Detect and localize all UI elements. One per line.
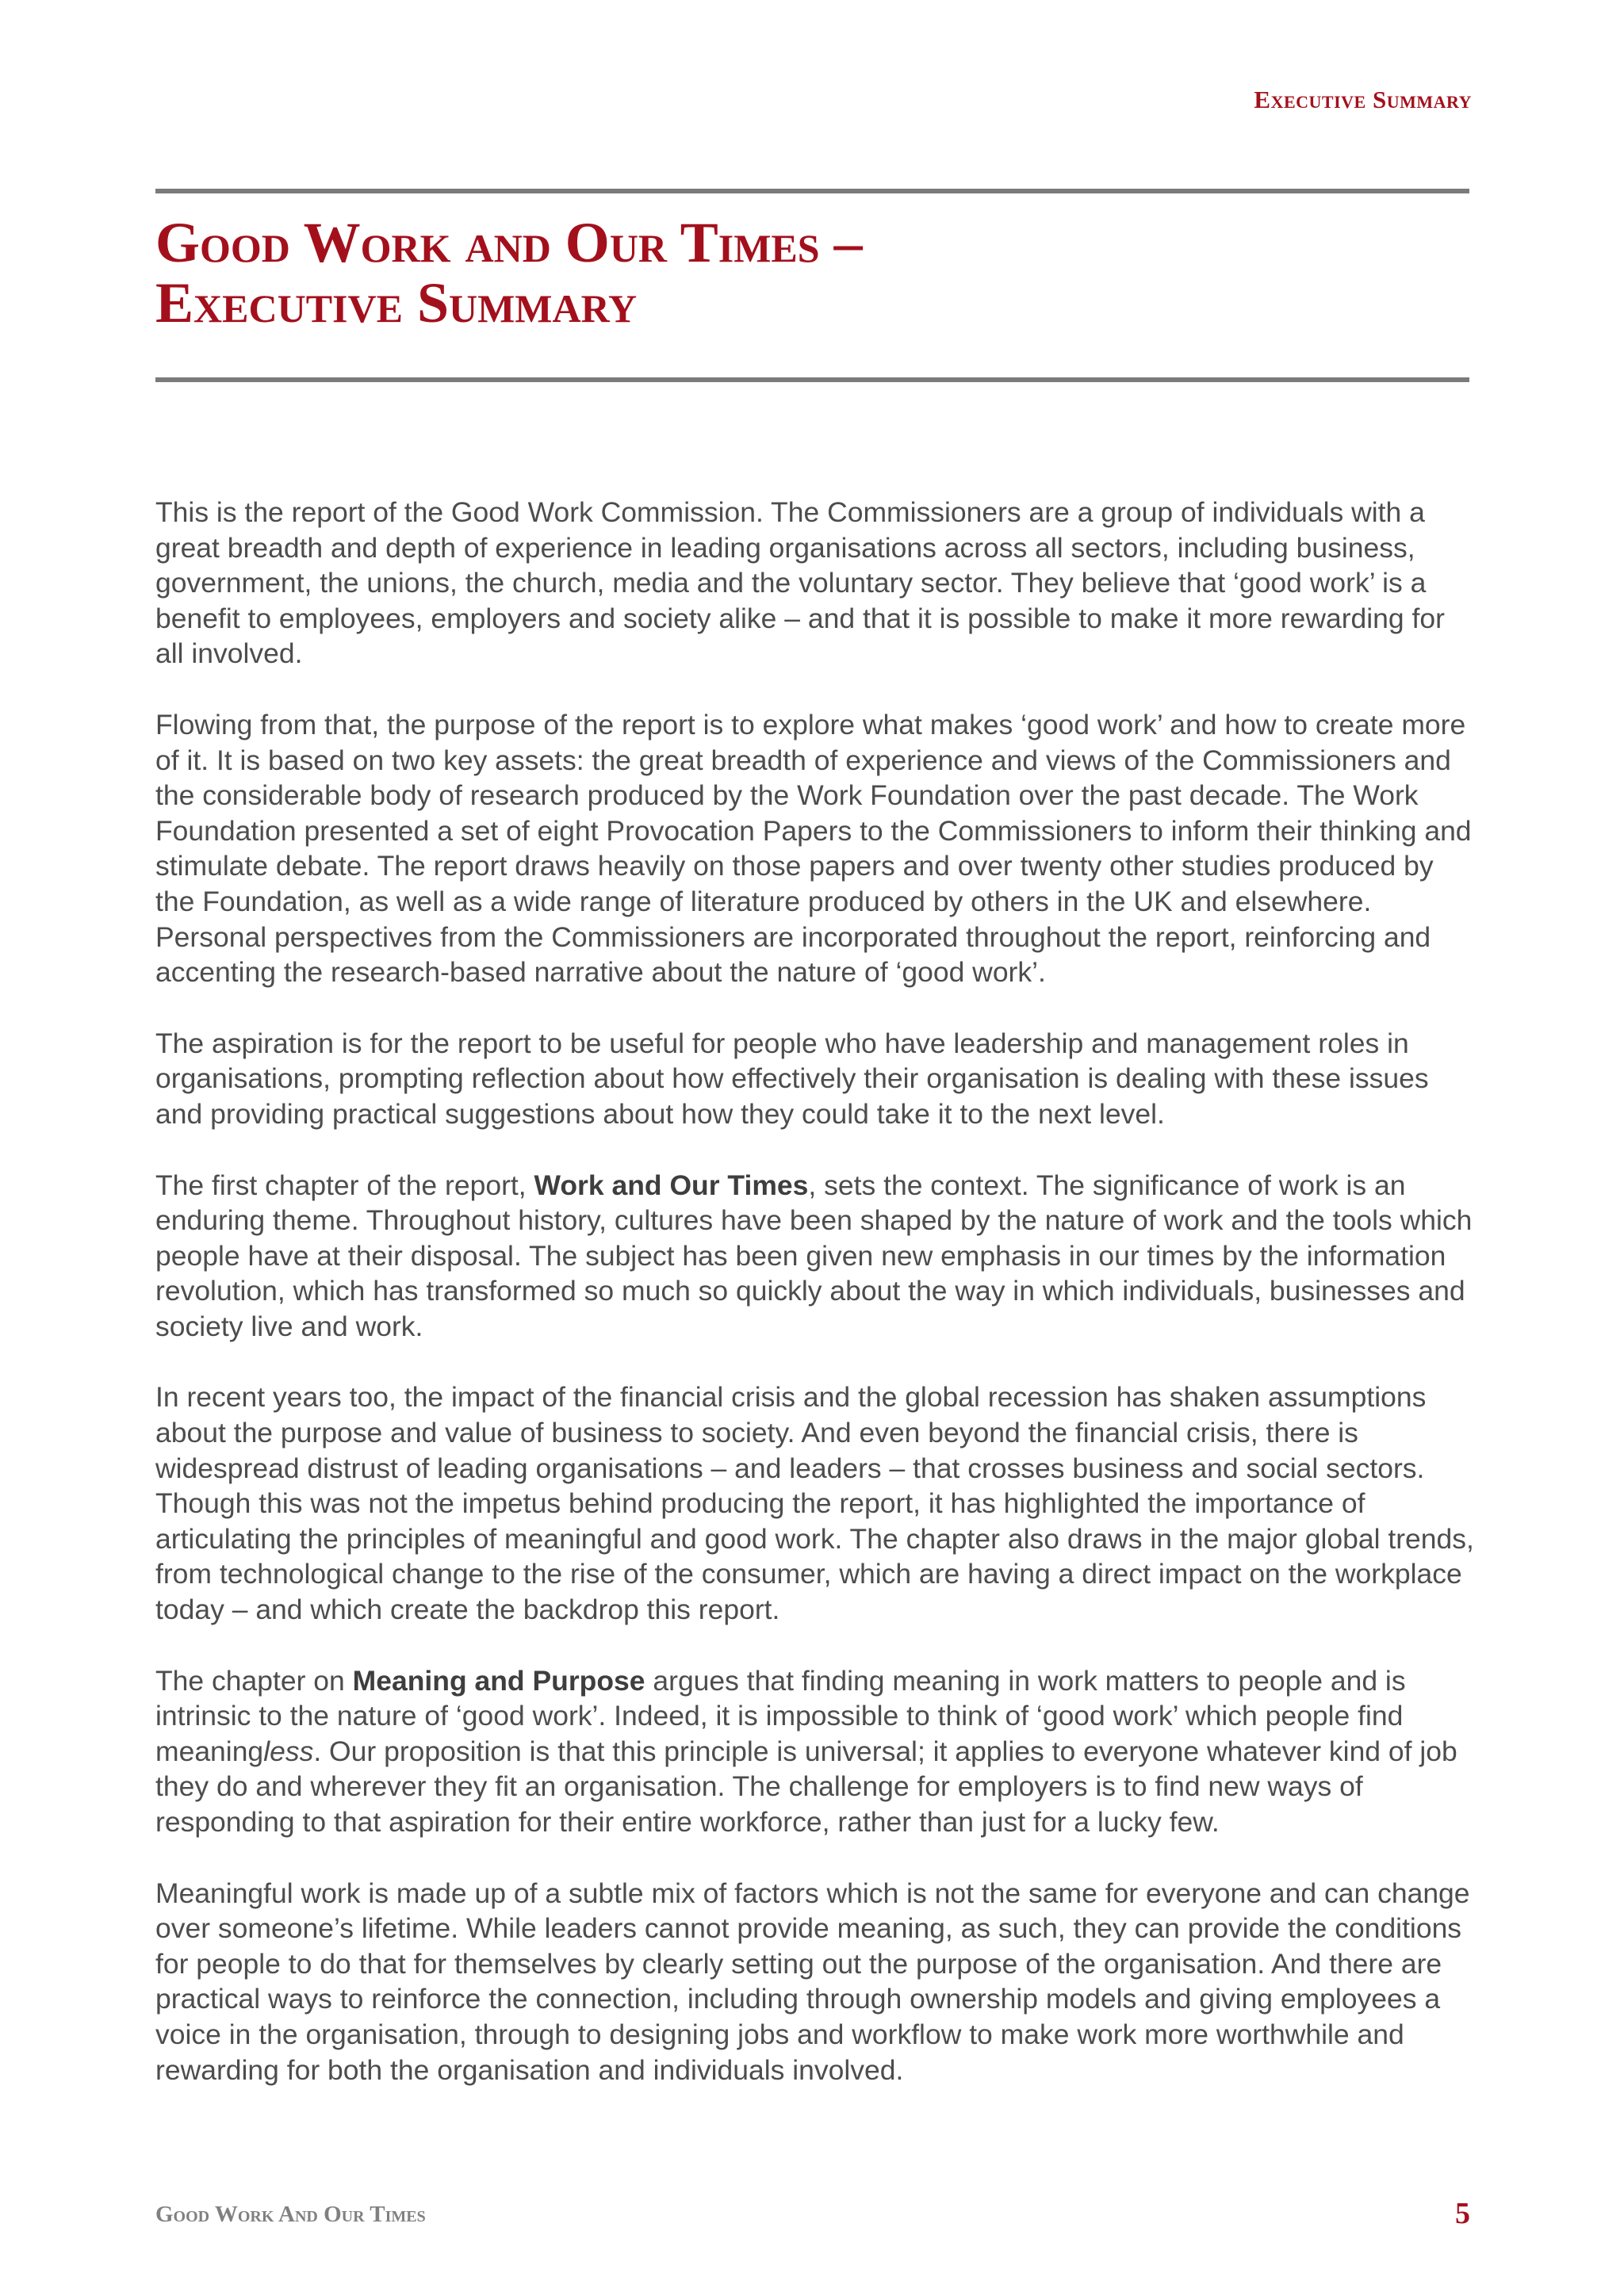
body-text: [155, 495, 1476, 2123]
title-bottom-rule: [155, 377, 1469, 382]
page-title-line-2: Executive Summary: [155, 271, 638, 335]
paragraph-6-text-start: The chapter on: [155, 1664, 353, 1697]
chapter-name-meaning-and-purpose: Meaning and Purpose: [352, 1664, 645, 1697]
paragraph-7: Meaningful work is made up of a subtle mix of factors which is not the same for everyone and can change over someone’s lifetime. While leaders cannot provide meaning, as such, they can provide the conditions for people to do that for themselves by clearly setting out the purpose of the organisation. And there are practical ways to reinforce the connection, including through ownership models and giving employees a voice in the organisation, through to designing jobs and workflow to make work more worthwhile and rewarding for both the organisation and individuals involved.: [155, 1877, 1470, 2086]
footer-title: Good Work And Our Times: [155, 2202, 426, 2227]
paragraph-4-text-start: The first chapter of the report,: [155, 1169, 534, 1201]
page-number: 5: [1455, 2197, 1470, 2230]
title-top-rule: [155, 189, 1469, 193]
paragraph-1: This is the report of the Good Work Commission. The Commissioners are a group of individuals with a great breadth and depth of experience in leading organisations across all sectors, including business, government, the unions, the church, media and the voluntary sector. They believe that ‘good work’ is a benefit to employees, employers and society alike – and that it is possible to make it more rewarding for all involved.: [155, 496, 1445, 670]
chapter-name-work-and-our-times: Work and Our Times: [534, 1169, 809, 1201]
page-title: [155, 212, 1424, 333]
emphasis-less: less: [263, 1735, 314, 1767]
paragraph-3: The aspiration is for the report to be useful for people who have leadership and management roles in organisations, prompting reflection about how effectively their organisation is dealing with these issues and providing practical suggestions about how they could take it to the next level.: [155, 1027, 1429, 1130]
paragraph-2: Flowing from that, the purpose of the report is to explore what makes ‘good work’ and how to create more of it. It is based on two key assets: the great breadth of experience and views of the Commissioners and the considerable body of research produced by the Work Foundation over the past decade. The Work Foundation presented a set of eight Provocation Papers to the Commissioners to inform their thinking and stimulate debate. The report draws heavily on those papers and over twenty other studies produced by the Foundation, as well as a wide range of literature produced by others in the UK and elsewhere. Personal perspectives from the Commissioners are incorporated throughout the report, reinforcing and accenting the research-based narrative about the nature of ‘good work’.: [155, 708, 1472, 989]
paragraph-6-text-middle: argues that finding meaning in work matters to people and is intrinsic to the nature of ‘good work’. Indeed, it is impossible to think of ‘good work’ which people find meaning: [155, 1664, 1406, 1767]
running-head: Executive Summary: [1254, 86, 1472, 113]
paragraph-6: [155, 1663, 1476, 1840]
paragraph-4-text-end: , sets the context. The significance of work is an enduring theme. Throughout history, cultures have been shaped by the nature of work and the tools which people have at their disposal. The subject has been given new emphasis in our times by the information revolution, which has transformed so much so quickly about the way in which individuals, businesses and society live and work.: [155, 1169, 1473, 1342]
page-title-line-1: Good Work and Our Times –: [155, 211, 863, 274]
paragraph-4: [155, 1168, 1476, 1345]
paragraph-6-text-end: . Our proposition is that this principle is universal; it applies to everyone whatever kind of job they do and wherever they fit an organisation. The challenge for employers is to find new ways of responding to that aspiration for their entire workforce, rather than just for a lucky few.: [155, 1735, 1457, 1838]
paragraph-5: In recent years too, the impact of the financial crisis and the global recession has shaken assumptions about the purpose and value of business to society. And even beyond the financial crisis, there is widespread distrust of leading organisations – and leaders – that crosses business and social sectors. Though this was not the impetus behind producing the report, it has highlighted the importance of articulating the principles of meaningful and good work. The chapter also draws in the major global trends, from technological change to the rise of the consumer, which are having a direct impact on the workplace today – and which create the backdrop this report.: [155, 1381, 1474, 1626]
